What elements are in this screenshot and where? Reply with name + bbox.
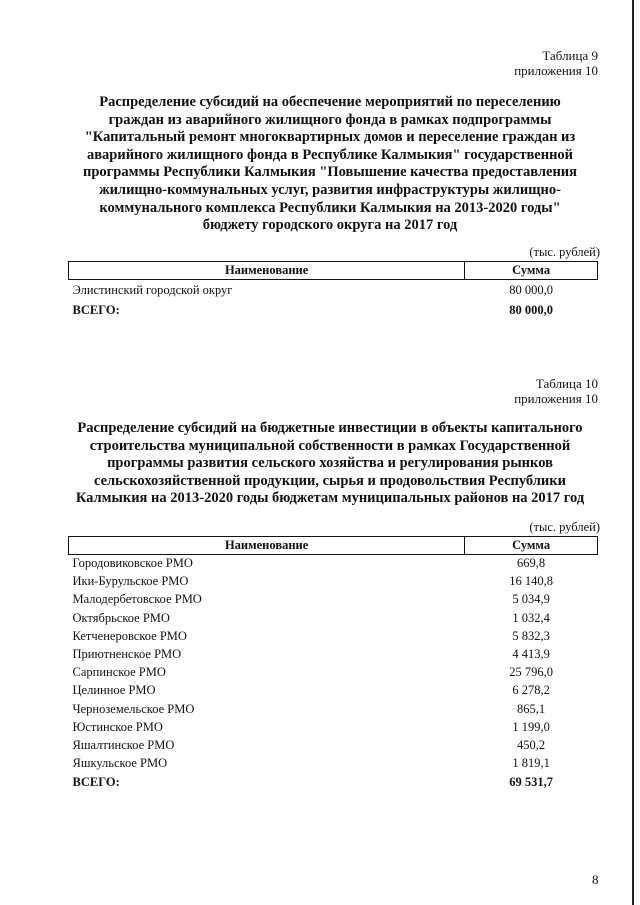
row-name: Юстинское РМО bbox=[72, 719, 163, 734]
row-name: Элистинский городской округ bbox=[72, 282, 233, 297]
table9-units: (тыс. рублей) bbox=[529, 245, 600, 259]
table10 bbox=[68, 536, 598, 793]
table-row bbox=[69, 718, 598, 736]
row-name: Малодербетовское РМО bbox=[72, 592, 202, 607]
table-row bbox=[69, 573, 598, 591]
table10-title bbox=[44, 420, 616, 508]
page-number: 8 bbox=[592, 872, 599, 887]
row-sum: 80 000,0 bbox=[509, 282, 553, 297]
row-sum: 25 796,0 bbox=[509, 665, 553, 680]
row-sum: 5 034,9 bbox=[512, 592, 550, 607]
table-row bbox=[69, 627, 598, 645]
row-sum: 16 140,8 bbox=[509, 574, 553, 589]
row-name: Целинное РМО bbox=[72, 683, 156, 698]
row-sum: 5 832,3 bbox=[512, 628, 550, 643]
table-row bbox=[69, 609, 598, 627]
table-row bbox=[69, 682, 598, 700]
total-value: 69 531,7 bbox=[509, 775, 553, 790]
table-row bbox=[69, 700, 598, 718]
table9-title-line: программы Республики Калмыкия "Повышение качества предоставления bbox=[83, 164, 577, 181]
table9-title-line: жилищно-коммунальных услуг, развития инфраструктуры жилищно- bbox=[99, 181, 561, 198]
row-name: Кетченеровское РМО bbox=[72, 628, 187, 643]
table9-caption bbox=[514, 48, 598, 78]
table9-col-sum-header: Сумма bbox=[465, 262, 598, 280]
table9-title-line: Распределение субсидий на обеспечение мероприятий по переселению bbox=[99, 94, 561, 110]
table10-title-line: Распределение субсидий на бюджетные инвестиции в объекты капитального bbox=[77, 420, 583, 436]
row-sum: 1 199,0 bbox=[512, 719, 550, 734]
table-row bbox=[69, 755, 598, 773]
row-name: Яшкульское РМО bbox=[72, 756, 168, 771]
table-row bbox=[69, 664, 598, 682]
table9-title-line: бюджету городского округа на 2017 год bbox=[202, 217, 458, 234]
table-row bbox=[69, 280, 598, 301]
table9-total-row bbox=[69, 301, 598, 321]
table9 bbox=[68, 261, 598, 321]
table9-title-line: "Капитальный ремонт многоквартирных домов и переселение граждан из bbox=[84, 129, 576, 146]
table10-caption-appendix: приложения 10 bbox=[514, 391, 598, 406]
row-name: Черноземельское РМО bbox=[72, 701, 195, 716]
table10-caption bbox=[514, 376, 598, 406]
table9-col-name-header: Наименование bbox=[69, 262, 465, 280]
row-sum: 669,8 bbox=[517, 556, 546, 571]
table-row bbox=[69, 591, 598, 609]
table9-caption-number: Таблица 9 bbox=[542, 48, 598, 63]
table10-caption-number: Таблица 10 bbox=[535, 376, 598, 391]
table10-header-row bbox=[69, 537, 598, 555]
total-label: ВСЕГО: bbox=[72, 303, 120, 317]
table10-units: (тыс. рублей) bbox=[529, 520, 600, 534]
row-sum: 1 032,4 bbox=[512, 610, 550, 625]
table9-title-line: граждан из аварийного жилищного фонда в рамках подпрограммы bbox=[108, 111, 552, 128]
table10-total-row bbox=[69, 773, 598, 793]
table9-header-row bbox=[69, 262, 598, 280]
page-edge-line bbox=[632, 0, 634, 905]
table10-col-name-header: Наименование bbox=[69, 537, 465, 555]
table9-title-line: коммунального комплекса Республики Калмыкия на 2013-2020 годы" bbox=[99, 199, 561, 216]
row-sum: 1 819,1 bbox=[512, 756, 550, 771]
table10-title-line: сельскохозяйственной продукции, сырья и продовольствия Республики bbox=[93, 472, 566, 489]
row-sum: 4 413,9 bbox=[512, 647, 550, 662]
table9-title-line: аварийного жилищного фонда в Республике Калмыкия" государственной bbox=[86, 146, 574, 163]
row-sum: 450,2 bbox=[517, 737, 546, 752]
row-name: Приютненское РМО bbox=[72, 647, 182, 662]
row-name: Октябрьское РМО bbox=[72, 610, 170, 625]
table10-title-line: строительства муниципальной собственности в рамках Государственной bbox=[89, 437, 571, 454]
table-row bbox=[69, 555, 598, 573]
table9-caption-appendix: приложения 10 bbox=[514, 63, 598, 78]
table10-title-line: программы развития сельского хозяйства и регулирования рынков bbox=[107, 455, 553, 472]
table-row bbox=[69, 736, 598, 754]
total-label: ВСЕГО: bbox=[72, 775, 120, 790]
total-value: 80 000,0 bbox=[509, 303, 553, 317]
row-name: Яшалтинское РМО bbox=[72, 737, 175, 752]
row-name: Сарпинское РМО bbox=[72, 665, 166, 680]
table10-col-sum-header: Сумма bbox=[465, 537, 598, 555]
row-sum: 6 278,2 bbox=[512, 683, 550, 698]
table-row bbox=[69, 645, 598, 663]
row-name: Городовиковское РМО bbox=[72, 556, 193, 571]
table9-title bbox=[60, 94, 600, 235]
row-name: Ики-Бурульское РМО bbox=[72, 574, 189, 589]
row-sum: 865,1 bbox=[517, 701, 546, 716]
table10-title-line: Калмыкия на 2013-2020 годы бюджетам муниципальных районов на 2017 год bbox=[75, 490, 585, 507]
